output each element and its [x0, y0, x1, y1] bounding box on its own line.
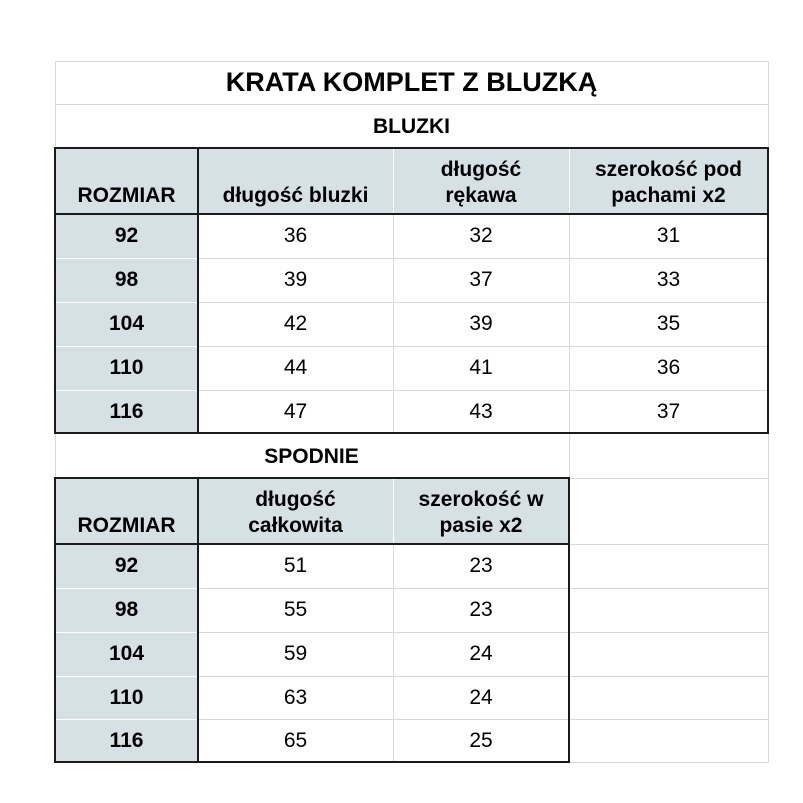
- bluzki-value-cell: 44: [283, 356, 308, 379]
- bluzki-size-cell: 98: [55, 258, 198, 302]
- bluzki-value-cell: 37: [469, 268, 493, 291]
- bluzki-size-column-divider: [197, 148, 199, 433]
- cell-separator: [198, 719, 569, 720]
- spodnie-value-cell: 59: [283, 642, 308, 665]
- cell-separator: [393, 478, 394, 544]
- cell-separator: [55, 588, 198, 589]
- spodnie-size-cell: 116: [55, 719, 198, 762]
- spodnie-value-cell: 51: [283, 554, 308, 577]
- bluzki-heading: BLUZKI: [373, 115, 450, 138]
- bluzki-value-cell: 36: [656, 356, 681, 379]
- bluzki-column-header: długość rękawa: [393, 148, 569, 214]
- bluzki-value-cell: 33: [656, 268, 681, 291]
- cell-separator: [55, 676, 198, 677]
- spodnie-value-cell: 24: [469, 642, 493, 665]
- bluzki-value-cell: 39: [283, 268, 308, 291]
- bluzki-value-cell: 37: [656, 399, 681, 423]
- bluzki-value-cell: 39: [469, 312, 493, 335]
- bluzki-column-header: ROZMIAR: [55, 148, 198, 214]
- cell-separator: [55, 632, 198, 633]
- grid-line: [55, 104, 769, 105]
- cell-separator: [198, 632, 569, 633]
- bluzki-value-cell: 36: [283, 224, 308, 247]
- spodnie-size-column-divider: [197, 478, 199, 762]
- bluzki-value-cell: 41: [469, 356, 493, 379]
- cell-separator: [393, 148, 394, 214]
- spodnie-column-header: długość całkowita: [198, 478, 393, 544]
- spodnie-column-header: szerokość w pasie x2: [393, 478, 569, 544]
- cell-separator: [55, 302, 198, 303]
- bluzki-value-cell: 43: [469, 399, 493, 423]
- bluzki-column-header: szerokość pod pachami x2: [569, 148, 768, 214]
- bluzki-value-cell: 31: [656, 224, 681, 247]
- bluzki-value-cell: 47: [283, 399, 308, 423]
- bluzki-value-cell: 42: [283, 312, 308, 335]
- cell-separator: [55, 719, 198, 720]
- cell-separator: [393, 544, 394, 762]
- cell-separator: [55, 258, 198, 259]
- spodnie-size-cell: 110: [55, 676, 198, 719]
- grid-line: [768, 61, 769, 762]
- spodnie-value-cell: 25: [469, 728, 493, 752]
- cell-separator: [198, 302, 768, 303]
- cell-separator: [198, 676, 569, 677]
- cell-separator: [198, 588, 569, 589]
- spodnie-value-cell: 23: [469, 598, 493, 621]
- spodnie-size-cell: 98: [55, 588, 198, 632]
- bluzki-size-cell: 116: [55, 390, 198, 433]
- bluzki-column-header: długość bluzki: [198, 148, 393, 214]
- chart-title: KRATA KOMPLET Z BLUZKĄ: [225, 66, 598, 97]
- spodnie-value-cell: 55: [283, 598, 308, 621]
- spodnie-size-cell: 104: [55, 632, 198, 676]
- spodnie-heading: SPODNIE: [264, 445, 359, 468]
- grid-line: [55, 762, 769, 763]
- bluzki-value-cell: 35: [656, 312, 681, 335]
- grid-line: [55, 433, 769, 434]
- grid-line: [569, 433, 570, 762]
- spodnie-value-cell: 24: [469, 685, 493, 709]
- cell-separator: [198, 390, 768, 391]
- cell-separator: [393, 214, 394, 433]
- cell-separator: [198, 258, 768, 259]
- cell-separator: [569, 214, 570, 433]
- spodnie-column-header: ROZMIAR: [55, 478, 198, 544]
- bluzki-size-cell: 110: [55, 346, 198, 390]
- bluzki-size-cell: 104: [55, 302, 198, 346]
- cell-separator: [569, 148, 570, 214]
- spodnie-value-cell: 65: [283, 728, 308, 752]
- cell-separator: [55, 390, 198, 391]
- spodnie-header-divider: [55, 543, 569, 545]
- cell-separator: [198, 346, 768, 347]
- cell-separator: [55, 346, 198, 347]
- spodnie-value-cell: 23: [469, 554, 493, 577]
- bluzki-size-cell: 92: [55, 214, 198, 258]
- bluzki-value-cell: 32: [469, 224, 493, 247]
- bluzki-header-divider: [55, 213, 768, 215]
- spodnie-size-cell: 92: [55, 544, 198, 588]
- spodnie-value-cell: 63: [283, 685, 308, 709]
